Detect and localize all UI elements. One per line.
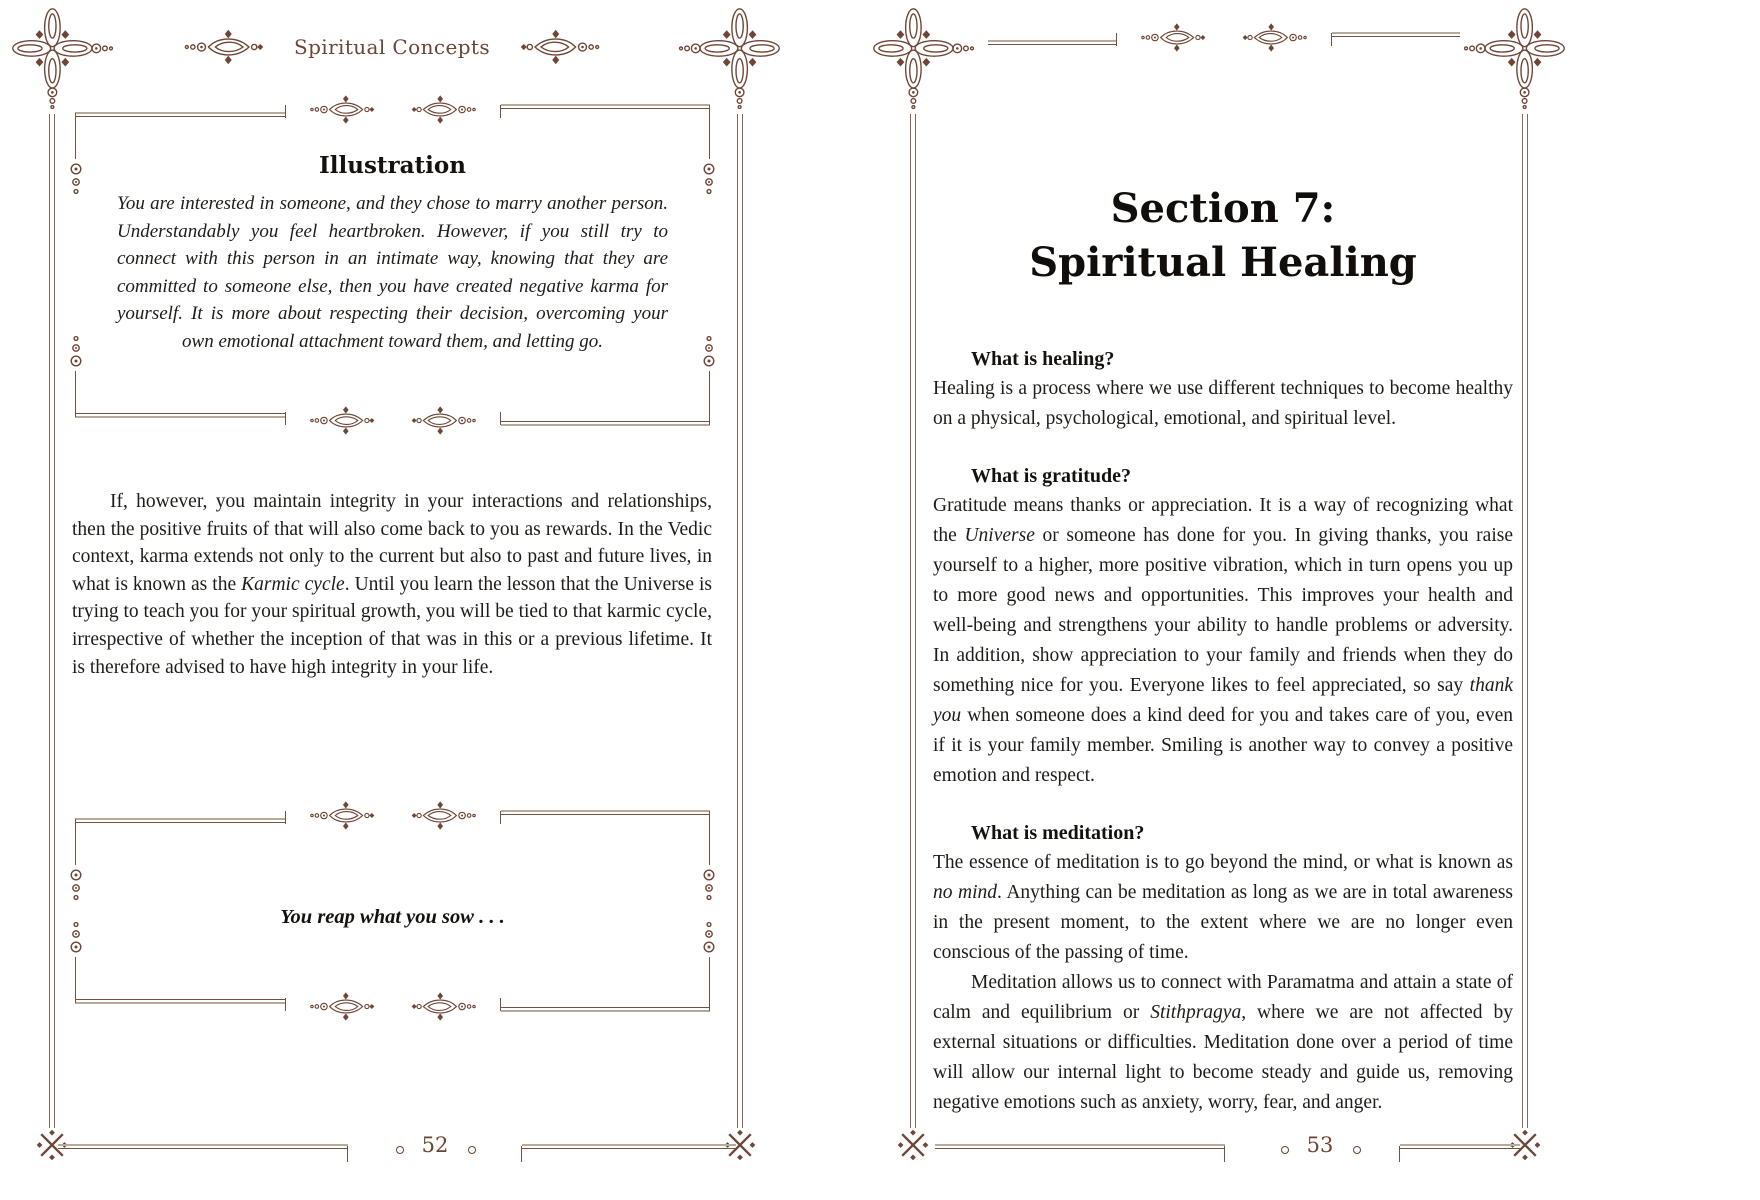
- footer-rule-tick: [347, 1146, 348, 1162]
- frame-dots-icon: [68, 323, 84, 369]
- quote-text: You reap what you sow . . .: [280, 906, 505, 928]
- illustration-frame: [75, 100, 710, 430]
- right-border-rule: [737, 114, 743, 1128]
- frame-bottom-border: [75, 946, 710, 1016]
- frame-dots-icon: [701, 909, 717, 955]
- footer-rule-right: [522, 1144, 736, 1149]
- illustration-body: You are interested in someone, and they chose to marry another person. Understandably you feel heartbroken. However, if you still try to connect with this person in an intimate way, knowing that they are committed to someone else, then you have created negative karma for yourself. It is more about respecting their decision, overcoming your own emotional attachment toward them, and letting go.: [117, 193, 668, 352]
- page-number-dot: [468, 1146, 476, 1154]
- page-number: 52: [421, 1133, 449, 1157]
- frame-dots-icon: [68, 909, 84, 955]
- footer-rule-left: [935, 1144, 1225, 1149]
- left-border-rule: [910, 114, 916, 1128]
- page-number: 53: [1306, 1133, 1334, 1157]
- karma-paragraph: If, however, you maintain integrity in your interactions and relationships, then the positive fruits of that will also come back to you as rewards. In the Vedic context, karma extends not only to the current but also to past and future lives, in what is known as the Karmic cycle. Until you learn the lesson that the Universe is trying to teach you for your spiritual growth, you will be tied to that karmic cycle, irrespective of whether the inception of that was in this or a previous lifetime. It is therefore advised to have high integrity in your life.: [72, 491, 713, 678]
- left-border-rule: [49, 114, 55, 1128]
- illustration-title: Illustration: [319, 152, 466, 179]
- header-flourish-right-icon: [506, 28, 602, 66]
- quote-frame: [75, 806, 710, 1016]
- section-paragraph: Healing is a process where we use different techniques to become healthy on a physical, psychological, emotional, and spiritual level.: [933, 378, 1513, 429]
- frame-top-border: [75, 806, 710, 876]
- section-title-line1: Section 7:: [1110, 185, 1336, 232]
- footer-rule-tick: [1224, 1146, 1225, 1162]
- section-heading: What is gratitude?: [971, 465, 1131, 487]
- frame-bottom-border: [75, 360, 710, 430]
- section-paragraph: Gratitude means thanks or appreciation. It is a way of recognizing what the Universe or someone has done for you. In giving thanks, you raise yourself to a higher, more positive vibration, which in turn opens you up to more good news and opportunities. This improves your health and well-being and strengthens your ability to handle problems or adversity. In addition, show appreciation to your family and friends when they do something nice for you. Everyone likes to feel appreciated, so say thank you when someone does a kind deed for you and takes care of you, even if it is your family member. Smiling is another way to convey a positive emotion and respect.: [933, 495, 1513, 786]
- divider-ornament-icon: [308, 991, 478, 1022]
- section-title-line2: Spiritual Healing: [1029, 239, 1417, 286]
- section-paragraph: The essence of meditation is to go beyond the mind, or what is known as no mind. Anything can be meditation as long as we are in total awareness in the present moment, to the extent where we are no longer even conscious of the passing of time.: [933, 852, 1514, 963]
- divider-ornament-icon: [308, 94, 478, 125]
- section-what-is-gratitude: [933, 461, 1513, 791]
- section-paragraph: Meditation allows us to connect with Paramatma and attain a state of calm and equilibrium or Stithpragya, where we are not affected by external situations or difficulties. Meditation done over a period of time will allow our internal light to become steady and guide us, removing negative emotions such as anxiety, worry, fear, and anger.: [933, 972, 1513, 1113]
- divider-ornament-icon: [308, 800, 478, 831]
- bottom-corner-x-icon: [895, 1127, 931, 1163]
- right-page: [880, 0, 1760, 1200]
- frame-dots-icon: [701, 323, 717, 369]
- page-number-dot: [1281, 1146, 1289, 1154]
- header-flourish-left-icon: [182, 28, 278, 66]
- section-heading: What is meditation?: [971, 822, 1145, 844]
- section-what-is-meditation: [933, 818, 1513, 1118]
- page-number-dot: [396, 1146, 404, 1154]
- divider-ornament-icon: [308, 405, 478, 436]
- section-heading: What is healing?: [971, 348, 1115, 370]
- text-column: [933, 0, 1513, 1118]
- footer-rule-right: [1400, 1144, 1520, 1149]
- footer-rule-tick: [1399, 1146, 1400, 1162]
- section-what-is-healing: [933, 344, 1513, 434]
- footer-rule-left: [58, 1144, 348, 1149]
- running-header: [72, 28, 712, 66]
- footer-rule-tick: [521, 1146, 522, 1162]
- section-title: [933, 182, 1513, 290]
- page-number-dot: [1353, 1146, 1361, 1154]
- right-border-rule: [1522, 114, 1528, 1128]
- running-header-title: Spiritual Concepts: [293, 35, 491, 59]
